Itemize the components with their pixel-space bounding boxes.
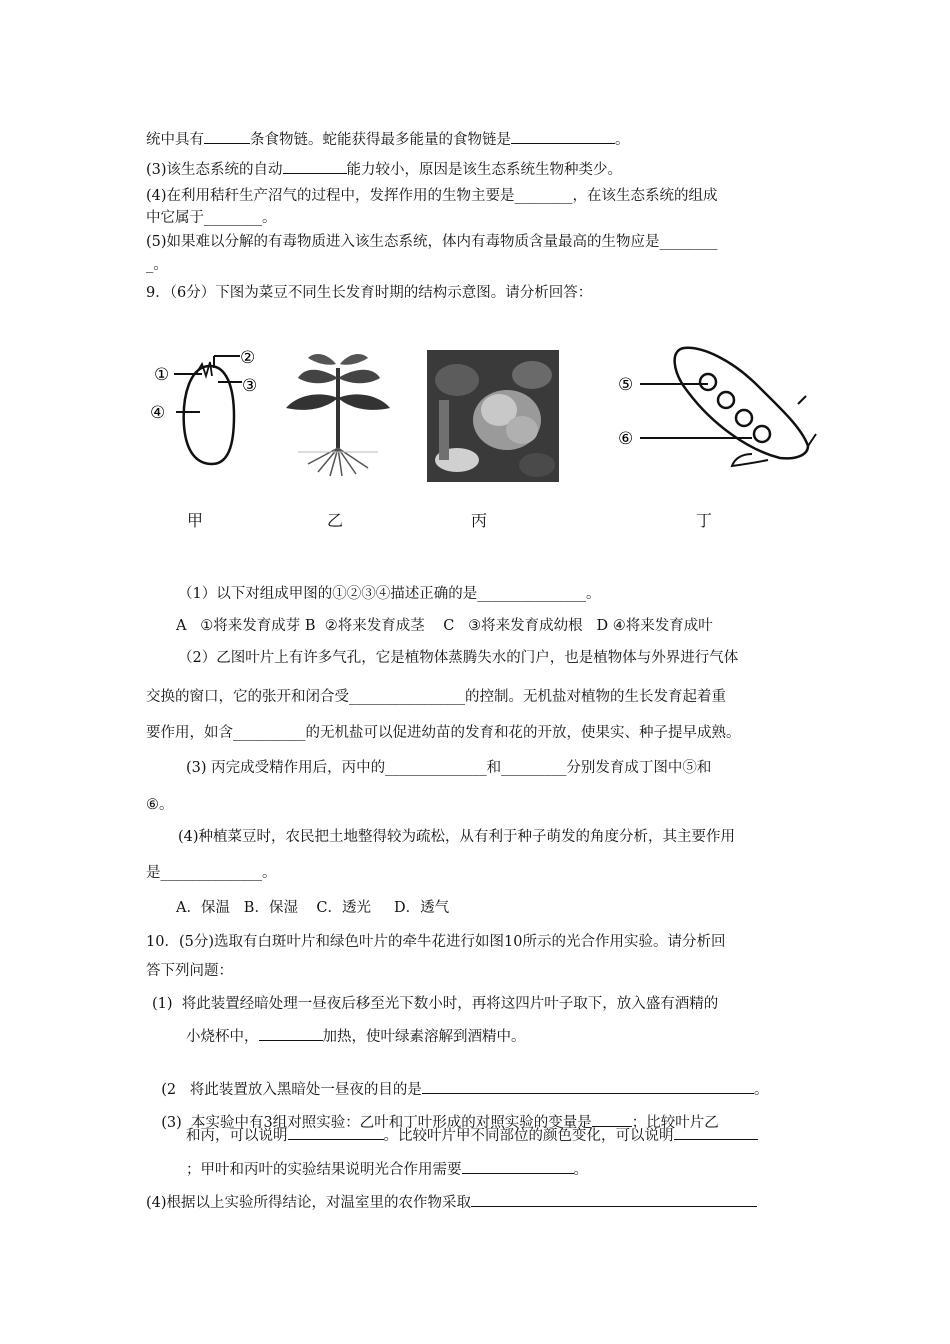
label-2: ② [240, 348, 256, 368]
q8-line3: (4)在利用秸秆生产沼气的过程中，发挥作用的生物主要是________，在该生态系统的组成 [146, 188, 718, 204]
q9-p1: （1）以下对组成甲图的①②③④描述正确的是_______________。 [178, 586, 601, 602]
label-6: ⑥ [618, 429, 634, 449]
caption-yi: 乙 [327, 511, 344, 530]
q10-p4: (4)根据以上实验所得结论，对温室里的农作物采取 [146, 1192, 757, 1213]
label-3: ③ [242, 376, 258, 396]
q9-p2c: 要作用，如含__________的无机盐可以促进幼苗的发育和花的开放，使果实、种子提早成熟。 [146, 725, 741, 741]
seed-diagram [150, 346, 270, 476]
caption-jia: 甲 [187, 511, 204, 530]
q10-title2: 答下列问题： [146, 963, 233, 979]
q8-line1: 统中具有 条食物链。蛇能获得最多能量的食物链是 。 [146, 129, 630, 150]
q9-p2b: 交换的窗口，它的张开和闭合受________________的控制。无机盐对植物的生长发育起着重 [146, 689, 726, 705]
q8-line4: 中它属于________。 [146, 210, 277, 226]
answer-blank-text[interactable]: _______________ [477, 586, 586, 602]
answer-blank[interactable] [462, 1159, 574, 1174]
q10-p1: (1) 将此装置经暗处理一昼夜后移至光下数小时，再将这四片叶子取下，放入盛有酒精的 [152, 996, 719, 1012]
answer-blank-text[interactable]: ______________ [160, 865, 262, 881]
label-5: ⑤ [618, 375, 634, 395]
answer-blank[interactable] [288, 1125, 384, 1140]
q8-line5: (5)如果难以分解的有毒物质进入该生态系统，体内有毒物质含量最高的生物应是________ [146, 234, 718, 250]
answer-blank-text[interactable]: __________ [233, 725, 306, 741]
q9-p3-end: ⑥。 [146, 797, 174, 813]
q9-p1-options: A ①将来发育成芽 B ②将来发育成茎 C ③将来发育成幼根 D ④将来发育成叶 [176, 618, 713, 634]
answer-blank[interactable] [471, 1192, 757, 1207]
q9-title: 9．（6分）下图为菜豆不同生长发育时期的结构示意图。请分析回答： [146, 285, 593, 301]
q10-title: 10．(5分)选取有白斑叶片和绿色叶片的牵牛花进行如图10所示的光合作用实验。请分析回 [146, 934, 726, 950]
answer-blank-text[interactable]: _________ [501, 760, 567, 776]
q10-p3b: 和丙，可以说明 。比较叶片甲不同部位的颜色变化，可以说明 [186, 1125, 758, 1146]
q9-p3: (3) 丙完成受精作用后，丙中的______________和_________分别发育成丁图中⑤和 [186, 760, 712, 776]
q10-p2: (2 将此装置放入黑暗处一昼夜的目的是 。 [152, 1059, 768, 1100]
caption-bing: 丙 [471, 511, 488, 530]
seedling-diagram [278, 348, 398, 478]
q10-p3c: ；甲叶和丙叶的实验结果说明光合作用需要 。 [186, 1159, 588, 1180]
answer-blank[interactable] [259, 1026, 323, 1041]
answer-blank[interactable] [283, 159, 347, 174]
answer-blank-text[interactable]: ________ [204, 210, 262, 226]
q9-p4: (4)种植菜豆时，农民把土地整得较为疏松，从有利于种子萌发的角度分析，其主要作用 [178, 829, 736, 845]
pod-diagram [612, 342, 822, 472]
answer-blank[interactable] [674, 1125, 758, 1140]
q10-p1b: 小烧杯中， 加热，使叶绿素溶解到酒精中。 [186, 1026, 526, 1047]
q9-p2a: （2）乙图叶片上有许多气孔，它是植物体蒸腾失水的门户，也是植物体与外界进行气体 [178, 650, 739, 666]
q9-p4b: 是______________。 [146, 865, 277, 881]
answer-blank[interactable] [204, 129, 250, 144]
caption-ding: 丁 [696, 511, 713, 530]
answer-blank-text[interactable]: ________ [659, 234, 718, 250]
answer-blank-text[interactable]: ________ [514, 188, 573, 204]
q8-line2: (3)该生态系统的自动 能力较小，原因是该生态系统生物种类少。 [146, 159, 622, 180]
flower-photo [427, 350, 559, 482]
q8-line6: _。 [146, 257, 168, 273]
answer-blank-text[interactable]: ______________ [385, 760, 487, 776]
q10-p3: (3) 本实验中有3组对照实验：乙叶和丁叶形成的对照实验的变量是 ；比较叶片乙 [152, 1092, 719, 1133]
label-4: ④ [150, 403, 166, 423]
answer-blank[interactable] [511, 129, 615, 144]
answer-blank-text[interactable]: ________________ [349, 689, 465, 705]
label-1: ① [154, 365, 170, 385]
q9-p4-options: A．保温 B．保湿 C．透光 D．透气 [176, 900, 450, 916]
